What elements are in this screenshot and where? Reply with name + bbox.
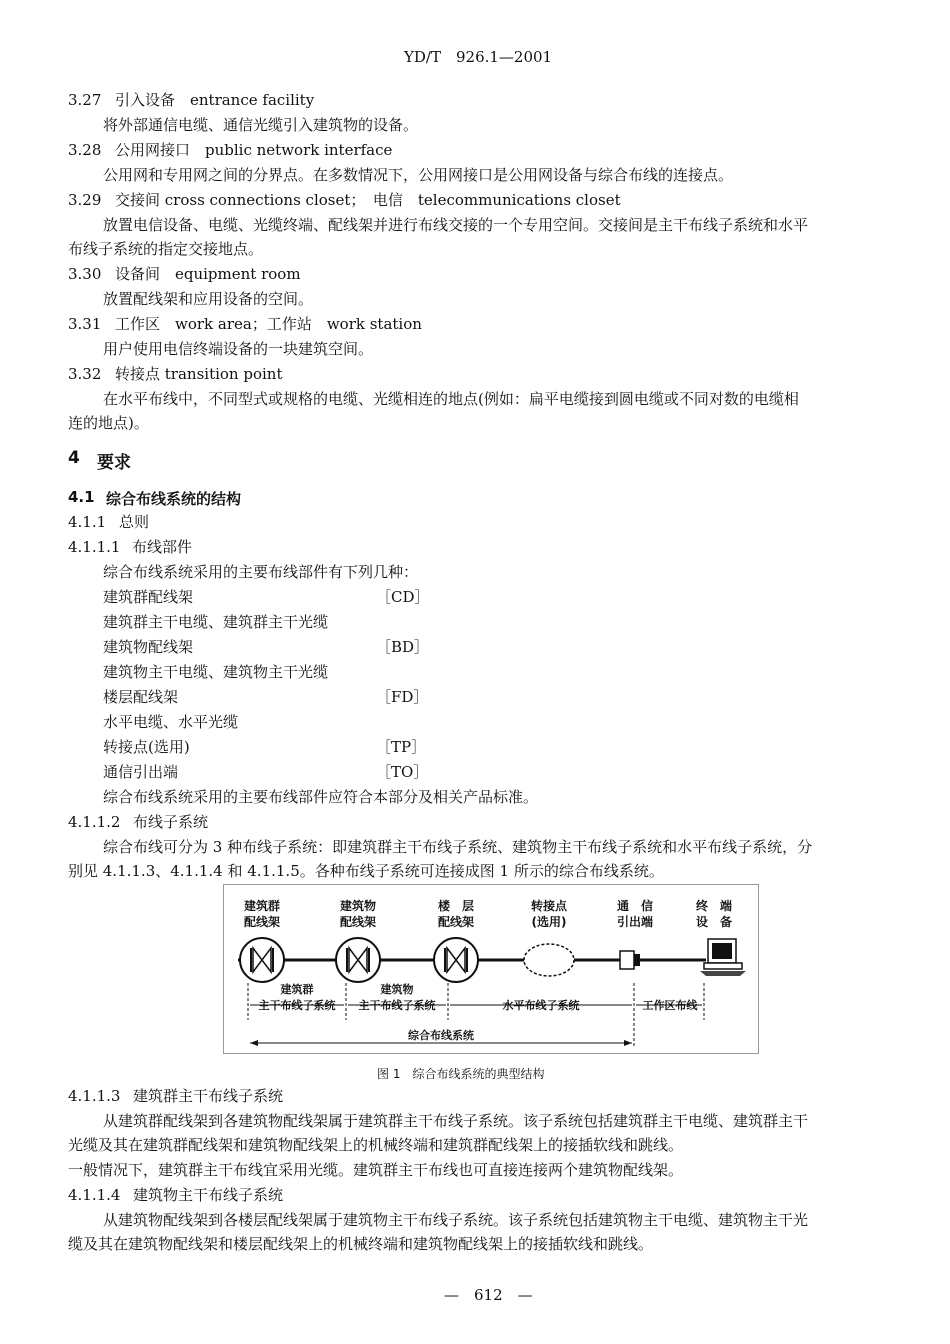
label-fd-line1: 楼 层	[437, 899, 475, 913]
terminal-computer-icon	[700, 939, 746, 976]
campus-subsystem-line1: 建筑群	[280, 983, 314, 996]
chapter-4-number: 4	[68, 448, 80, 468]
section-4-1-number: 4.1	[68, 488, 95, 506]
cd-node-icon	[240, 938, 284, 982]
tp-node-icon	[524, 944, 574, 976]
section-4-1-1-title: 总则	[119, 513, 150, 531]
fd-node-icon	[434, 938, 478, 982]
component-name: 建筑物配线架	[103, 638, 194, 656]
clause-3-29-number: 3.29	[68, 191, 102, 209]
figure-1-diagram	[223, 884, 759, 1054]
component-code: ［CD］	[376, 588, 430, 606]
clause-3-29-body-line1: 放置电信设备、电缆、光缆终端、配线架并进行布线交接的一个专用空间。交接间是主干布线子系统和水平	[103, 216, 809, 234]
components-intro: 综合布线系统采用的主要布线部件有下列几种：	[103, 563, 419, 581]
section-4-1-1-4-number: 4.1.1.4	[68, 1186, 121, 1204]
section-4-1-1-1-title: 布线部件	[132, 538, 193, 556]
clause-3-28-number: 3.28	[68, 141, 102, 159]
section-4-1-1-3-body-line1: 从建筑群配线架到各建筑物配线架属于建筑群主干布线子系统。该子系统包括建筑群主干电缆、建筑群主干	[103, 1112, 809, 1130]
clause-3-29-title: 交接间 cross connections closet； 电信 telecommunications closet	[115, 191, 621, 209]
clause-3-27-number: 3.27	[68, 91, 102, 109]
label-tp-line2: (选用)	[531, 915, 567, 929]
page-number: — 612 —	[444, 1286, 533, 1304]
horizontal-subsystem-label: 水平布线子系统	[502, 999, 580, 1012]
clause-3-32-number: 3.32	[68, 365, 102, 383]
chapter-4-title: 要求	[97, 453, 131, 473]
component-code: ［BD］	[376, 638, 430, 656]
building-subsystem-line1: 建筑物	[380, 983, 414, 996]
section-4-1-1-2-body-line1: 综合布线可分为 3 种布线子系统：即建筑群主干布线子系统、建筑物主干布线子系统和水平布线子系统，分	[103, 838, 813, 856]
clause-3-30-number: 3.30	[68, 265, 102, 283]
label-cd-line2: 配线架	[243, 915, 281, 929]
section-4-1-1-3-title: 建筑群主干布线子系统	[133, 1087, 284, 1105]
clause-3-30-body: 放置配线架和应用设备的空间。	[103, 290, 314, 308]
label-to-line2: 引出端	[616, 915, 654, 929]
arrow-left-icon	[250, 1040, 258, 1046]
section-4-1-1-2-title: 布线子系统	[133, 813, 209, 831]
component-name: 建筑群主干电缆、建筑群主干光缆	[103, 613, 329, 631]
clause-3-31-body: 用户使用电信终端设备的一块建筑空间。	[103, 340, 374, 358]
component-name: 建筑物主干电缆、建筑物主干光缆	[103, 663, 329, 681]
section-4-1-1-3-body-line2: 光缆及其在建筑群配线架和建筑物配线架上的机械终端和建筑群配线架上的接插软线和跳线。	[68, 1136, 684, 1154]
clause-3-31-number: 3.31	[68, 315, 102, 333]
component-name: 水平电缆、水平光缆	[103, 713, 239, 731]
label-fd-line2: 配线架	[437, 915, 475, 929]
section-4-1-1-2-body-line2: 别见 4.1.1.3、4.1.1.4 和 4.1.1.5。各种布线子系统可连接成图 1 所示的综合布线系统。	[68, 862, 664, 880]
section-4-1-1-1-number: 4.1.1.1	[68, 538, 121, 556]
section-4-1-1-3-body-line3: 一般情况下，建筑群主干布线宜采用光缆。建筑群主干布线也可直接连接两个建筑物配线架。	[68, 1161, 684, 1179]
clause-3-28-title: 公用网接口 public network interface	[115, 141, 393, 159]
component-code: ［TO］	[376, 763, 429, 781]
arrow-right-icon	[624, 1040, 632, 1046]
label-bd-line1: 建筑物	[339, 899, 377, 913]
clause-3-32-body-line1: 在水平布线中，不同型式或规格的电缆、光缆相连的地点(例如：扁平电缆接到圆电缆或不同对数的电缆相	[103, 390, 799, 408]
clause-3-28-body: 公用网和专用网之间的分界点。在多数情况下，公用网接口是公用网设备与综合布线的连接点。	[103, 166, 734, 184]
outlet-icon	[620, 951, 640, 969]
label-terminal-line2: 设 备	[695, 915, 733, 929]
component-code: ［FD］	[376, 688, 429, 706]
label-tp-line1: 转接点	[530, 899, 568, 913]
clause-3-31-title: 工作区 work area；工作站 work station	[115, 315, 422, 333]
section-4-1-title: 综合布线系统的结构	[106, 490, 242, 508]
work-area-cabling-label: 工作区布线	[642, 999, 698, 1012]
label-to-line1: 通 信	[616, 899, 654, 913]
campus-subsystem-line2: 主干布线子系统	[258, 999, 336, 1012]
page-header: YD/T 926.1—2001	[404, 48, 553, 66]
components-outro: 综合布线系统采用的主要布线部件应符合本部分及相关产品标准。	[103, 788, 539, 806]
clause-3-32-title: 转接点 transition point	[115, 365, 283, 383]
section-4-1-1-number: 4.1.1	[68, 513, 107, 531]
label-terminal-line1: 终 端	[695, 899, 733, 913]
section-4-1-1-2-number: 4.1.1.2	[68, 813, 121, 831]
label-cd-line1: 建筑群	[243, 899, 281, 913]
component-code: ［TP］	[376, 738, 427, 756]
component-name: 楼层配线架	[103, 688, 179, 706]
clause-3-30-title: 设备间 equipment room	[115, 265, 301, 283]
building-subsystem-line2: 主干布线子系统	[358, 999, 436, 1012]
bd-node-icon	[336, 938, 380, 982]
clause-3-32-body-line2: 连的地点)。	[68, 414, 149, 432]
figure-1-caption: 图 1 综合布线系统的典型结构	[377, 1067, 545, 1081]
component-name: 转接点(选用)	[103, 738, 190, 756]
component-name: 通信引出端	[103, 763, 179, 781]
section-4-1-1-4-body-line2: 缆及其在建筑物配线架和楼层配线架上的机械终端和建筑物配线架上的接插软线和跳线。	[68, 1235, 654, 1253]
clause-3-27-title: 引入设备 entrance facility	[115, 91, 315, 109]
section-4-1-1-3-number: 4.1.1.3	[68, 1087, 121, 1105]
clause-3-27-body: 将外部通信电缆、通信光缆引入建筑物的设备。	[103, 116, 419, 134]
label-bd-line2: 配线架	[339, 915, 377, 929]
section-4-1-1-4-title: 建筑物主干布线子系统	[133, 1186, 284, 1204]
integrated-cabling-system-label: 综合布线系统	[408, 1029, 474, 1042]
section-4-1-1-4-body-line1: 从建筑物配线架到各楼层配线架属于建筑物主干布线子系统。该子系统包括建筑物主干电缆、建筑物主干光	[103, 1211, 809, 1229]
clause-3-29-body-line2: 布线子系统的指定交接地点。	[68, 240, 264, 258]
component-name: 建筑群配线架	[103, 588, 194, 606]
